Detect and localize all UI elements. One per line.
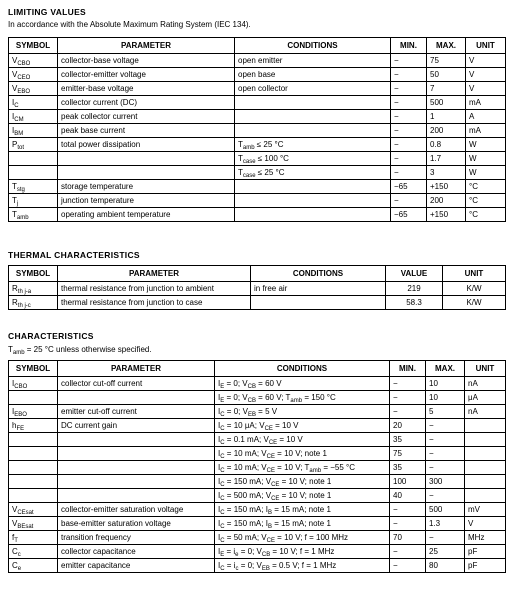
characteristics-table [8, 360, 506, 573]
thermal-header: UNIT [443, 266, 506, 282]
characteristics-title: CHARACTERISTICS [8, 331, 94, 341]
table-row [9, 208, 506, 222]
parameter-cell: collector-emitter saturation voltage [58, 503, 215, 517]
parameter-cell: collector-base voltage [58, 54, 235, 68]
conditions-cell: open collector [235, 82, 391, 96]
symbol-cell: $h_{FE}$ [9, 419, 58, 433]
limiting-header: PARAMETER [58, 38, 235, 54]
parameter-cell: base-emitter saturation voltage [58, 517, 215, 531]
unit-cell: mV [465, 503, 506, 517]
unit-cell: nA [465, 377, 506, 391]
conditions-cell: $I_C = i_c = 0$; $V_{EB} = 0.5$ V; f = 1 MHz [215, 559, 390, 573]
characteristics-header: PARAMETER [58, 361, 215, 377]
min-cell: − [391, 166, 427, 180]
unit-cell [465, 489, 506, 503]
parameter-cell [58, 461, 215, 475]
unit-cell: W [466, 138, 506, 152]
conditions-cell: $I_C = 500$ mA; $V_{CE} = 10$ V; note 1 [215, 489, 390, 503]
min-cell: − [390, 517, 426, 531]
table-row [9, 180, 506, 194]
symbol-cell: $T_j$ [9, 194, 58, 208]
conditions-cell: $I_C = 150$ mA; $I_B = 15$ mA; note 1 [215, 517, 390, 531]
thermal-header: SYMBOL [9, 266, 58, 282]
table-row [9, 461, 506, 475]
min-cell: − [391, 82, 427, 96]
max-cell: 10 [426, 391, 465, 405]
symbol-cell [9, 489, 58, 503]
min-cell: − [391, 152, 427, 166]
conditions-cell: $I_C = 10$ mA; $V_{CE} = 10$ V; $T_{amb} = -55$ °C [215, 461, 390, 475]
parameter-cell: total power dissipation [58, 138, 235, 152]
max-cell: 500 [426, 503, 465, 517]
symbol-cell: $V_{CEsat}$ [9, 503, 58, 517]
symbol-cell: $T_{amb}$ [9, 208, 58, 222]
max-cell: − [426, 447, 465, 461]
min-cell: − [391, 194, 427, 208]
unit-cell [465, 419, 506, 433]
conditions-cell: $T_{amb} \le 25$ °C [235, 138, 391, 152]
conditions-cell: $I_C = 150$ mA; $V_{CE} = 10$ V; note 1 [215, 475, 390, 489]
limiting-values-subtitle: In accordance with the Absolute Maximum Rating System (IEC 134). [8, 20, 251, 29]
conditions-cell: $I_E = 0$; $V_{CB} = 60$ V; $T_{amb} = 150$ °C [215, 391, 390, 405]
parameter-cell: storage temperature [58, 180, 235, 194]
characteristics-note: $T_{amb} = 25$ °C unless otherwise specified. [8, 345, 152, 356]
value-cell: 219 [386, 282, 443, 296]
max-cell: 0.8 [427, 138, 466, 152]
characteristics-header: MIN. [390, 361, 426, 377]
table-row [9, 433, 506, 447]
symbol-cell: $C_e$ [9, 559, 58, 573]
unit-cell: A [466, 110, 506, 124]
thermal-header: VALUE [386, 266, 443, 282]
max-cell: 300 [426, 475, 465, 489]
table-row [9, 559, 506, 573]
table-row [9, 96, 506, 110]
unit-cell [465, 475, 506, 489]
min-cell: −65 [391, 208, 427, 222]
symbol-cell: $I_C$ [9, 96, 58, 110]
parameter-cell: collector-emitter voltage [58, 68, 235, 82]
min-cell: 35 [390, 433, 426, 447]
table-row [9, 152, 506, 166]
min-cell: 40 [390, 489, 426, 503]
table-row [9, 282, 506, 296]
conditions-cell [251, 296, 386, 310]
conditions-cell: in free air [251, 282, 386, 296]
symbol-cell: $V_{BEsat}$ [9, 517, 58, 531]
symbol-cell [9, 447, 58, 461]
max-cell: − [426, 461, 465, 475]
parameter-cell: collector current (DC) [58, 96, 235, 110]
unit-cell: W [466, 166, 506, 180]
min-cell: − [391, 110, 427, 124]
conditions-cell: $I_C = 0$; $V_{EB} = 5$ V [215, 405, 390, 419]
min-cell: 20 [390, 419, 426, 433]
thermal-header: CONDITIONS [251, 266, 386, 282]
symbol-cell: $P_{tot}$ [9, 138, 58, 152]
max-cell: 7 [427, 82, 466, 96]
symbol-cell: $I_{CM}$ [9, 110, 58, 124]
symbol-cell [9, 152, 58, 166]
max-cell: 200 [427, 194, 466, 208]
parameter-cell [58, 489, 215, 503]
table-row [9, 194, 506, 208]
symbol-cell: $I_{CBO}$ [9, 377, 58, 391]
unit-cell: K/W [443, 282, 506, 296]
parameter-cell [58, 166, 235, 180]
max-cell: 10 [426, 377, 465, 391]
conditions-cell [235, 124, 391, 138]
conditions-cell: $I_E = 0$; $V_{CB} = 60$ V [215, 377, 390, 391]
parameter-cell: emitter capacitance [58, 559, 215, 573]
table-row [9, 138, 506, 152]
min-cell: − [391, 96, 427, 110]
max-cell: 3 [427, 166, 466, 180]
limiting-header: MIN. [391, 38, 427, 54]
min-cell: − [391, 54, 427, 68]
parameter-cell: peak base current [58, 124, 235, 138]
table-row [9, 110, 506, 124]
parameter-cell: junction temperature [58, 194, 235, 208]
unit-cell: V [466, 82, 506, 96]
min-cell: − [390, 377, 426, 391]
max-cell: 25 [426, 545, 465, 559]
min-cell: 75 [390, 447, 426, 461]
symbol-cell: $V_{CEO}$ [9, 68, 58, 82]
symbol-cell: $T_{stg}$ [9, 180, 58, 194]
max-cell: 1 [427, 110, 466, 124]
table-row [9, 545, 506, 559]
conditions-cell: $I_C = 10$ mA; $V_{CE} = 10$ V; note 1 [215, 447, 390, 461]
table-row [9, 419, 506, 433]
max-cell: − [426, 531, 465, 545]
table-row [9, 54, 506, 68]
max-cell: +150 [427, 208, 466, 222]
conditions-cell: $I_C = 150$ mA; $I_B = 15$ mA; note 1 [215, 503, 390, 517]
symbol-cell [9, 166, 58, 180]
parameter-cell [58, 152, 235, 166]
unit-cell: °C [466, 194, 506, 208]
max-cell: − [426, 419, 465, 433]
min-cell: −65 [391, 180, 427, 194]
parameter-cell: thermal resistance from junction to case [58, 296, 251, 310]
max-cell: 1.7 [427, 152, 466, 166]
limiting-header: CONDITIONS [235, 38, 391, 54]
table-row [9, 296, 506, 310]
parameter-cell: operating ambient temperature [58, 208, 235, 222]
table-row [9, 166, 506, 180]
parameter-cell: emitter cut-off current [58, 405, 215, 419]
unit-cell: V [466, 54, 506, 68]
max-cell: 5 [426, 405, 465, 419]
thermal-header: PARAMETER [58, 266, 251, 282]
parameter-cell [58, 447, 215, 461]
conditions-cell: $I_C = 10$ μA; $V_{CE} = 10$ V [215, 419, 390, 433]
unit-cell: °C [466, 180, 506, 194]
conditions-cell: $I_C = 0.1$ mA; $V_{CE} = 10$ V [215, 433, 390, 447]
unit-cell [465, 461, 506, 475]
symbol-cell [9, 433, 58, 447]
max-cell: 1.3 [426, 517, 465, 531]
table-row [9, 531, 506, 545]
min-cell: 100 [390, 475, 426, 489]
table-row [9, 82, 506, 96]
max-cell: − [426, 433, 465, 447]
conditions-cell: open base [235, 68, 391, 82]
conditions-cell [235, 194, 391, 208]
parameter-cell: thermal resistance from junction to ambient [58, 282, 251, 296]
unit-cell: nA [465, 405, 506, 419]
max-cell: 50 [427, 68, 466, 82]
characteristics-header: UNIT [465, 361, 506, 377]
min-cell: − [390, 545, 426, 559]
parameter-cell: peak collector current [58, 110, 235, 124]
min-cell: 70 [390, 531, 426, 545]
max-cell: +150 [427, 180, 466, 194]
symbol-cell: $C_c$ [9, 545, 58, 559]
unit-cell: mA [466, 96, 506, 110]
symbol-cell [9, 391, 58, 405]
symbol-cell [9, 475, 58, 489]
table-row [9, 377, 506, 391]
min-cell: − [390, 503, 426, 517]
thermal-title: THERMAL CHARACTERISTICS [8, 250, 140, 260]
parameter-cell: collector capacitance [58, 545, 215, 559]
max-cell: − [426, 489, 465, 503]
symbol-cell: $f_T$ [9, 531, 58, 545]
parameter-cell: emitter-base voltage [58, 82, 235, 96]
table-row [9, 475, 506, 489]
table-row [9, 489, 506, 503]
conditions-cell: $T_{case} \le 25$ °C [235, 166, 391, 180]
table-row [9, 68, 506, 82]
parameter-cell: transition frequency [58, 531, 215, 545]
table-row [9, 124, 506, 138]
symbol-cell: $V_{CBO}$ [9, 54, 58, 68]
unit-cell: pF [465, 545, 506, 559]
unit-cell: MHz [465, 531, 506, 545]
min-cell: − [391, 68, 427, 82]
unit-cell: K/W [443, 296, 506, 310]
min-cell: − [391, 138, 427, 152]
parameter-cell [58, 391, 215, 405]
conditions-cell: $T_{case} \le 100$ °C [235, 152, 391, 166]
unit-cell [465, 447, 506, 461]
max-cell: 200 [427, 124, 466, 138]
max-cell: 75 [427, 54, 466, 68]
max-cell: 80 [426, 559, 465, 573]
limiting-values-table [8, 37, 506, 222]
limiting-header: UNIT [466, 38, 506, 54]
characteristics-header: CONDITIONS [215, 361, 390, 377]
unit-cell: μA [465, 391, 506, 405]
unit-cell: V [466, 68, 506, 82]
max-cell: 500 [427, 96, 466, 110]
limiting-values-title: LIMITING VALUES [8, 7, 87, 17]
value-cell: 58.3 [386, 296, 443, 310]
table-row [9, 447, 506, 461]
symbol-cell: $I_{BM}$ [9, 124, 58, 138]
min-cell: − [390, 559, 426, 573]
conditions-cell: $I_E = i_e = 0$; $V_{CB} = 10$ V; f = 1 MHz [215, 545, 390, 559]
parameter-cell [58, 433, 215, 447]
conditions-cell [235, 110, 391, 124]
conditions-cell: open emitter [235, 54, 391, 68]
unit-cell: W [466, 152, 506, 166]
conditions-cell [235, 208, 391, 222]
table-row [9, 405, 506, 419]
symbol-cell: $R_{th j-c}$ [9, 296, 58, 310]
limiting-header: MAX. [427, 38, 466, 54]
parameter-cell: collector cut-off current [58, 377, 215, 391]
table-row [9, 517, 506, 531]
unit-cell: V [465, 517, 506, 531]
symbol-cell [9, 461, 58, 475]
min-cell: 35 [390, 461, 426, 475]
thermal-table [8, 265, 506, 310]
symbol-cell: $R_{th j-a}$ [9, 282, 58, 296]
symbol-cell: $I_{EBO}$ [9, 405, 58, 419]
limiting-header: SYMBOL [9, 38, 58, 54]
conditions-cell: $I_C = 50$ mA; $V_{CE} = 10$ V; f = 100 MHz [215, 531, 390, 545]
unit-cell: °C [466, 208, 506, 222]
table-row [9, 391, 506, 405]
characteristics-header: MAX. [426, 361, 465, 377]
min-cell: − [391, 124, 427, 138]
characteristics-header: SYMBOL [9, 361, 58, 377]
conditions-cell [235, 180, 391, 194]
symbol-cell: $V_{EBO}$ [9, 82, 58, 96]
table-row [9, 503, 506, 517]
unit-cell: pF [465, 559, 506, 573]
unit-cell [465, 433, 506, 447]
unit-cell: mA [466, 124, 506, 138]
min-cell: − [390, 405, 426, 419]
parameter-cell [58, 475, 215, 489]
conditions-cell [235, 96, 391, 110]
parameter-cell: DC current gain [58, 419, 215, 433]
min-cell: − [390, 391, 426, 405]
